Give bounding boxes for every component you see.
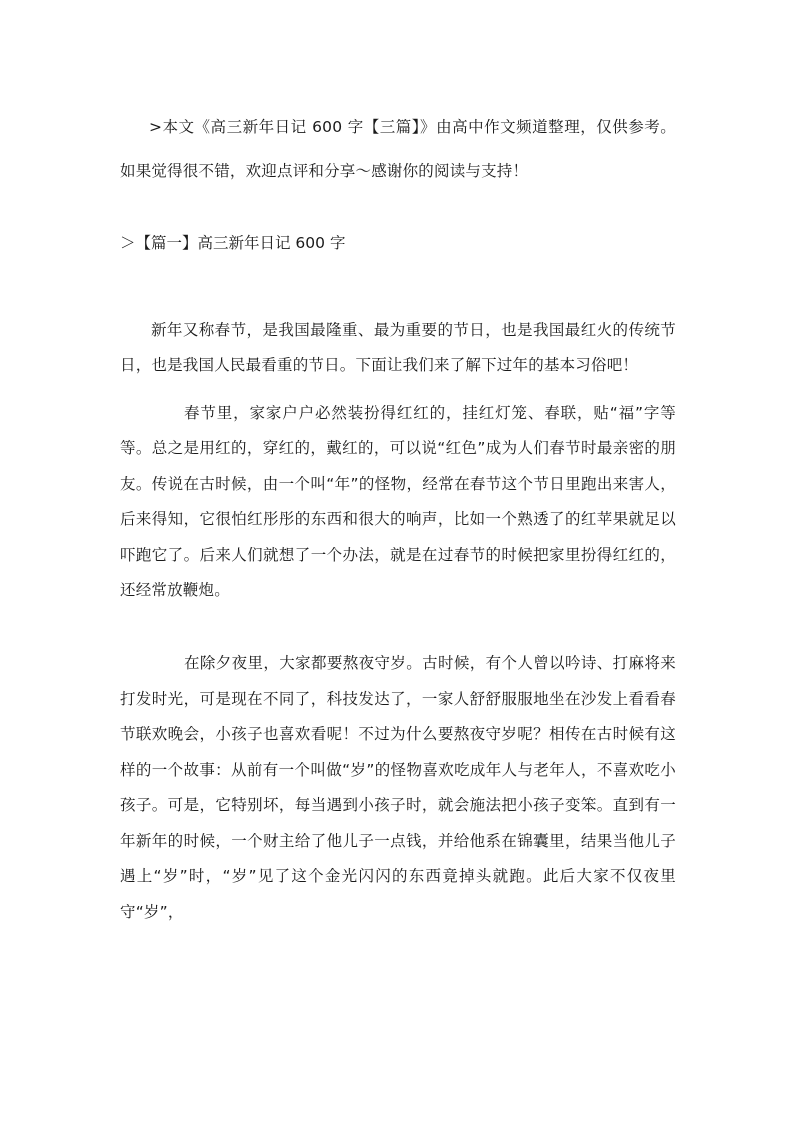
body-paragraph-2: 春节里，家家户户必然装扮得红红的，挂红灯笼、春联，贴“福”字等等。总之是用红的，穿红的，戴红的，可以说“红色”成为人们春节时最亲密的朋友。传说在古时候，由一个叫“年”的怪物，经常在春节这个节日里跑出来害人，后来得知，它很怕红彤彤的东西和很大的响声，比如一个熟透了的红苹果就足以吓跑它了。后来人们就想了一个办法，就是在过春节的时候把家里扮得红红的，还经常放鞭炮。 — [120, 404, 676, 600]
body-paragraph-3: 在除夕夜里，大家都要熬夜守岁。古时候，有个人曾以吟诗、打麻将来打发时光，可是现在不同了，科技发达了，一家人舒舒服服地坐在沙发上看看春节联欢晚会，小孩子也喜欢看呢！不过为什么要熬夜守岁呢？相传在古时候有这样的一个故事：从前有一个叫做“岁”的怪物喜欢吃成年人与老年人，不喜欢吃小孩子。可是，它特别坏，每当遇到小孩子时，就会施法把小孩子变笨。直到有一年新年的时候，一个财主给了他儿子一点钱，并给他系在锦囊里，结果当他儿子遇上“岁”时，“岁”见了这个金光闪闪的东西竟掉头就跑。此后大家不仅夜里守“岁”， — [120, 654, 676, 921]
section-heading: ＞【篇一】高三新年日记 600 字 — [120, 234, 346, 252]
body-paragraph-1: 新年又称春节，是我国最隆重、最为重要的节日，也是我国最红火的传统节日，也是我国人民最看重的节日。下面让我们来了解下过年的基本习俗吧！ — [120, 321, 676, 374]
intro-paragraph: >本文《高三新年日记 600 字【三篇】》由高中作文频道整理，仅供参考。如果觉得很不错，欢迎点评和分享～感谢你的阅读与支持！ — [120, 118, 676, 180]
